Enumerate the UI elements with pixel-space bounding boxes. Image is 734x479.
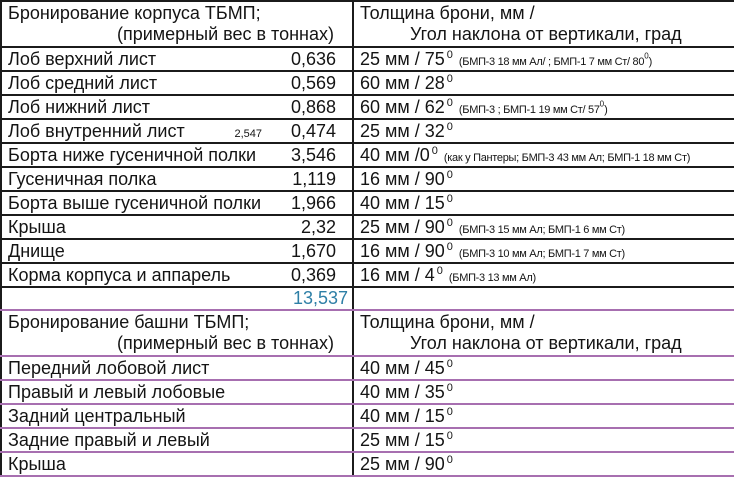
armor-value: 40 мм /0 (360, 144, 430, 165)
turret-header-cell (1, 310, 353, 356)
armor-column-title: Толщина брони, мм / (360, 3, 535, 23)
hull-row (1, 263, 734, 287)
armor-value: 40 мм / 35 (360, 381, 445, 402)
part-label: Задние правый и левый (8, 429, 210, 450)
armor-note-close: ) (604, 103, 608, 116)
weight-value: 1,119 (292, 168, 336, 189)
hull-row (1, 167, 734, 191)
armor-column-subtitle: Угол наклона от вертикали, град (410, 24, 682, 44)
armor-value: 40 мм / 15 (360, 405, 445, 426)
armor-note: (БМП-3 10 мм Ал; БМП-1 7 мм Ст) (458, 247, 625, 260)
armor-value: 60 мм / 28 (360, 72, 445, 93)
turret-row (1, 428, 734, 452)
part-label: Борта выше гусеничной полки (8, 192, 261, 213)
hull-total-row (1, 287, 734, 310)
weight-value: 3,546 (290, 144, 336, 165)
armor-note: (как у Пантеры; БМП-3 43 мм Ал; БМП-1 18 мм Ст) (443, 151, 691, 164)
weight-value: 1,966 (290, 192, 336, 213)
degree-sup: 0 (431, 145, 438, 158)
hull-row (1, 191, 734, 215)
degree-sup: 0 (446, 97, 453, 110)
degree-sup: 0 (446, 169, 453, 182)
degree-sup: 0 (446, 454, 453, 467)
turret-row (1, 404, 734, 428)
hull-row (1, 215, 734, 239)
part-label: Крыша (8, 453, 66, 474)
hull-row (1, 95, 734, 119)
hull-header-row (1, 1, 734, 47)
turret-header-row (1, 310, 734, 356)
armor-value: 40 мм / 45 (360, 357, 445, 378)
part-label: Передний лобовой лист (8, 357, 210, 378)
degree-sup: 0 (446, 241, 453, 254)
weight-value: 2,32 (300, 216, 336, 237)
hull-row (1, 119, 734, 143)
turret-row (1, 356, 734, 380)
part-label: Борта ниже гусеничной полки (8, 144, 257, 165)
hull-row (1, 47, 734, 71)
armor-note-close: ) (648, 55, 653, 68)
part-label: Лоб верхний лист (8, 48, 157, 69)
degree-sup: 0 (446, 121, 453, 134)
armor-value: 25 мм / 15 (360, 429, 445, 450)
degree-sup: 0 (446, 406, 453, 419)
part-label: Задний центральный (8, 405, 186, 426)
armor-column-subtitle: Угол наклона от вертикали, град (410, 333, 682, 353)
degree-sup: 0 (446, 217, 453, 230)
degree-sup: 0 (446, 358, 453, 371)
note-degree-sup: 0 (644, 51, 649, 61)
armor-value: 40 мм / 15 (360, 192, 445, 213)
armor-value: 25 мм / 32 (360, 120, 445, 141)
armor-value: 16 мм / 4 (360, 264, 435, 285)
armor-note: (БМП-3 13 мм Ал) (448, 271, 536, 284)
weight-value: 0,569 (290, 72, 336, 93)
weight-value: 0,636 (290, 48, 336, 69)
degree-sup: 0 (436, 265, 443, 278)
armor-value: 25 мм / 90 (360, 216, 445, 237)
armor-note: (БМП-3 18 мм Ал/ ; БМП-1 7 мм Ст/ 80 (458, 55, 645, 68)
part-label: Днище (8, 240, 65, 261)
hull-total-weight: 13,537 (292, 288, 348, 308)
degree-sup: 0 (446, 49, 453, 62)
part-label: Корма корпуса и аппарель (8, 264, 231, 285)
armor-note: (БМП-3 ; БМП-1 19 мм Ст/ 57 (458, 103, 600, 116)
turret-row (1, 452, 734, 476)
note-degree-sup: 0 (599, 99, 605, 109)
turret-armor-header-cell (353, 310, 734, 356)
armor-value: 16 мм / 90 (360, 168, 445, 189)
part-label: Лоб внутренний лист (8, 120, 185, 141)
weight-value: 0,369 (290, 264, 336, 285)
hull-armor-header-cell (353, 1, 734, 47)
armor-value: 16 мм / 90 (360, 240, 445, 261)
armor-value: 25 мм / 90 (360, 453, 445, 474)
hull-row (1, 143, 734, 167)
turret-row (1, 380, 734, 404)
hull-row (1, 71, 734, 95)
part-label: Лоб нижний лист (8, 96, 151, 117)
weight-value: 0,868 (290, 96, 336, 117)
armor-value: 60 мм / 62 (360, 96, 445, 117)
part-label: Правый и левый лобовые (8, 381, 226, 402)
turret-section-subtitle: (примерный вес в тоннах) (116, 333, 334, 353)
armor-note: (БМП-3 15 мм Ал; БМП-1 6 мм Ст) (458, 223, 625, 236)
armor-value: 25 мм / 75 (360, 48, 445, 69)
part-label: Гусеничная полка (8, 168, 157, 189)
weight-value: 0,474 (290, 120, 336, 141)
degree-sup: 0 (446, 73, 453, 86)
empty-cell (353, 287, 734, 310)
turret-section-title: Бронирование башни ТБМП; (8, 312, 250, 332)
part-label: Крыша (8, 216, 66, 237)
hull-section-subtitle: (примерный вес в тоннах) (116, 24, 334, 44)
interim-weight: 2,547 (234, 127, 262, 140)
degree-sup: 0 (446, 430, 453, 443)
weight-value: 1,670 (290, 240, 336, 261)
hull-section-title: Бронирование корпуса ТБМП; (8, 3, 261, 23)
degree-sup: 0 (446, 382, 453, 395)
degree-sup: 0 (446, 193, 453, 206)
hull-header-cell (1, 1, 353, 47)
hull-row (1, 239, 734, 263)
armor-column-title: Толщина брони, мм / (360, 312, 535, 332)
part-label: Лоб средний лист (8, 72, 158, 93)
